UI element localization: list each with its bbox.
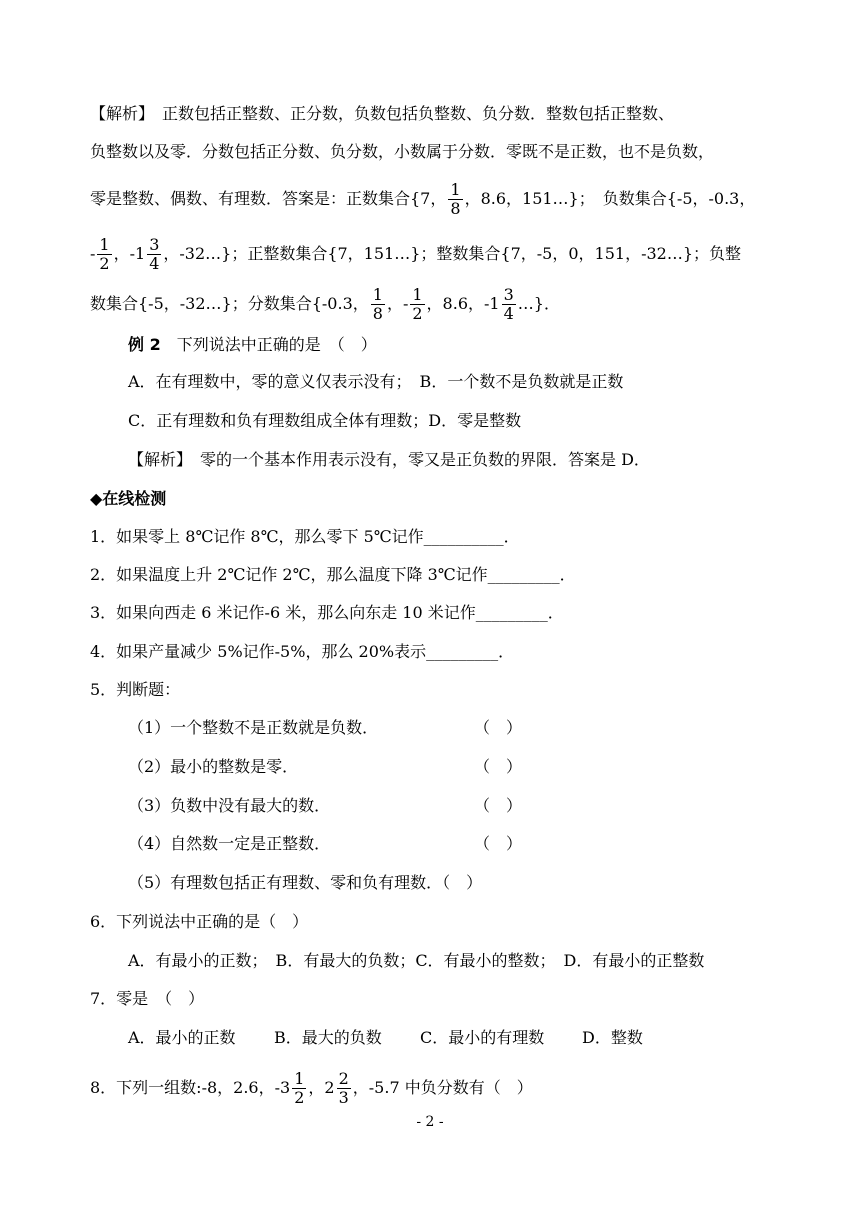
fraction-3-4 bbox=[502, 286, 516, 323]
question-3: 3．如果向西走 6 米记作-6 米，那么向东走 10 米记作_________． bbox=[90, 603, 564, 622]
example-2-option-c-d: C．正有理数和负有理数组成全体有理数；D．零是整数 bbox=[128, 411, 522, 430]
text-segment: ，-5.7 中负分数有（ ） bbox=[352, 1078, 533, 1097]
fraction-numerator: 3 bbox=[503, 285, 514, 304]
question-8 bbox=[90, 1070, 770, 1107]
fraction-numerator: 2 bbox=[338, 1069, 349, 1088]
fraction-denominator: 8 bbox=[450, 199, 461, 218]
text-segment: ，-1 bbox=[113, 244, 146, 263]
text-segment: - bbox=[90, 244, 96, 263]
text-segment: 数集合{-5，-32…}；分数集合{-0.3， bbox=[90, 294, 369, 313]
question-4: 4．如果产量减少 5%记作-5%，那么 20%表示_________． bbox=[90, 642, 515, 661]
fraction-numerator: 1 bbox=[450, 180, 461, 199]
question-2: 2．如果温度上升 2℃记作 2℃，那么温度下降 3℃记作_________． bbox=[90, 565, 576, 584]
judgment-item: （5）有理数包括正有理数、零和负有理数．（ ） bbox=[128, 873, 483, 892]
fraction-denominator: 8 bbox=[372, 304, 383, 323]
judgment-text: （3）负数中没有最大的数． bbox=[128, 796, 331, 815]
text-segment: …}． bbox=[517, 294, 560, 313]
analysis-line-3 bbox=[90, 181, 770, 218]
text-segment: ，- bbox=[386, 294, 409, 313]
fraction-1-2 bbox=[410, 286, 424, 323]
option-a: A．最小的正数 bbox=[128, 1028, 236, 1047]
fraction-denominator: 3 bbox=[338, 1088, 349, 1107]
question-5: 5．判断题： bbox=[90, 680, 181, 699]
fraction-denominator: 4 bbox=[149, 254, 160, 273]
judgment-text: （4）自然数一定是正整数． bbox=[128, 834, 331, 853]
fraction-2-3 bbox=[337, 1070, 351, 1107]
fraction-denominator: 2 bbox=[412, 304, 423, 323]
example-label: 例 2 bbox=[128, 335, 161, 354]
analysis-line-4 bbox=[90, 236, 770, 273]
judgment-item bbox=[128, 716, 770, 740]
fraction-numerator: 1 bbox=[99, 235, 110, 254]
fraction-denominator: 2 bbox=[294, 1088, 305, 1107]
question-6: 6．下列说法中正确的是（ ） bbox=[90, 912, 309, 931]
question-1: 1．如果零上 8℃记作 8℃，那么零下 5℃记作__________． bbox=[90, 527, 520, 546]
analysis-line-5 bbox=[90, 286, 770, 323]
example-2-option-a-b: A．在有理数中，零的意义仅表示没有； B．一个数不是负数就是正数 bbox=[128, 372, 624, 391]
analysis-line-2: 负整数以及零．分数包括正分数、负分数，小数属于分数．零既不是正数，也不是负数， bbox=[90, 142, 715, 161]
example-2-question bbox=[128, 333, 770, 357]
option-d: D．整数 bbox=[582, 1028, 643, 1047]
fraction-numerator: 1 bbox=[412, 285, 423, 304]
example-2-analysis: 【解析】 零的一个基本作用表示没有，零又是正负数的界限．答案是 D． bbox=[128, 450, 650, 469]
section-title: ◆在线检测 bbox=[90, 489, 167, 508]
judgment-item bbox=[128, 755, 770, 779]
judgment-paren: （ ） bbox=[474, 834, 523, 853]
option-c: C．最小的有理数 bbox=[420, 1028, 545, 1047]
question-7: 7．零是 （ ） bbox=[90, 989, 205, 1008]
fraction-1-8 bbox=[448, 181, 462, 218]
text-segment: ，2 bbox=[308, 1078, 335, 1097]
fraction-numerator: 1 bbox=[294, 1069, 305, 1088]
text-segment: ，8.6，-1 bbox=[426, 294, 500, 313]
text-segment: ，-32…}；正整数集合{7，151…}；整数集合{7，-5，0，151，-32…}；负整 bbox=[163, 244, 742, 263]
judgment-text: （1）一个整数不是正数就是负数． bbox=[128, 718, 379, 737]
judgment-paren: （ ） bbox=[474, 757, 523, 776]
judgment-paren: （ ） bbox=[474, 718, 523, 737]
judgment-item bbox=[128, 832, 770, 856]
fraction-numerator: 1 bbox=[372, 285, 383, 304]
judgment-item bbox=[128, 794, 770, 818]
judgment-paren: （ ） bbox=[474, 796, 523, 815]
question-7-options bbox=[128, 1026, 770, 1050]
analysis-line-1: 【解析】 正数包括正整数、正分数，负数包括负整数、负分数．整数包括正整数、 bbox=[90, 104, 675, 123]
fraction-1-8 bbox=[371, 286, 385, 323]
judgment-text: （2）最小的整数是零． bbox=[128, 757, 299, 776]
question-6-options: A．有最小的正数； B．有最大的负数；C．有最小的整数； D．有最小的正整数 bbox=[128, 951, 705, 970]
fraction-denominator: 2 bbox=[99, 254, 110, 273]
fraction-1-2 bbox=[292, 1070, 306, 1107]
fraction-numerator: 3 bbox=[149, 235, 160, 254]
fraction-1-2 bbox=[97, 236, 111, 273]
example-question-text: 下列说法中正确的是 （ ） bbox=[176, 335, 377, 354]
text-segment: 零是整数、偶数、有理数．答案是：正数集合{7， bbox=[90, 189, 447, 208]
fraction-denominator: 4 bbox=[503, 304, 514, 323]
page-number: - 2 - bbox=[416, 1114, 444, 1130]
option-b: B．最大的负数 bbox=[274, 1028, 382, 1047]
fraction-3-4 bbox=[147, 236, 161, 273]
text-segment: 8．下列一组数:-8，2.6，-3 bbox=[90, 1078, 291, 1097]
text-segment: ，8.6，151…}； 负数集合{-5，-0.3， bbox=[464, 189, 756, 208]
